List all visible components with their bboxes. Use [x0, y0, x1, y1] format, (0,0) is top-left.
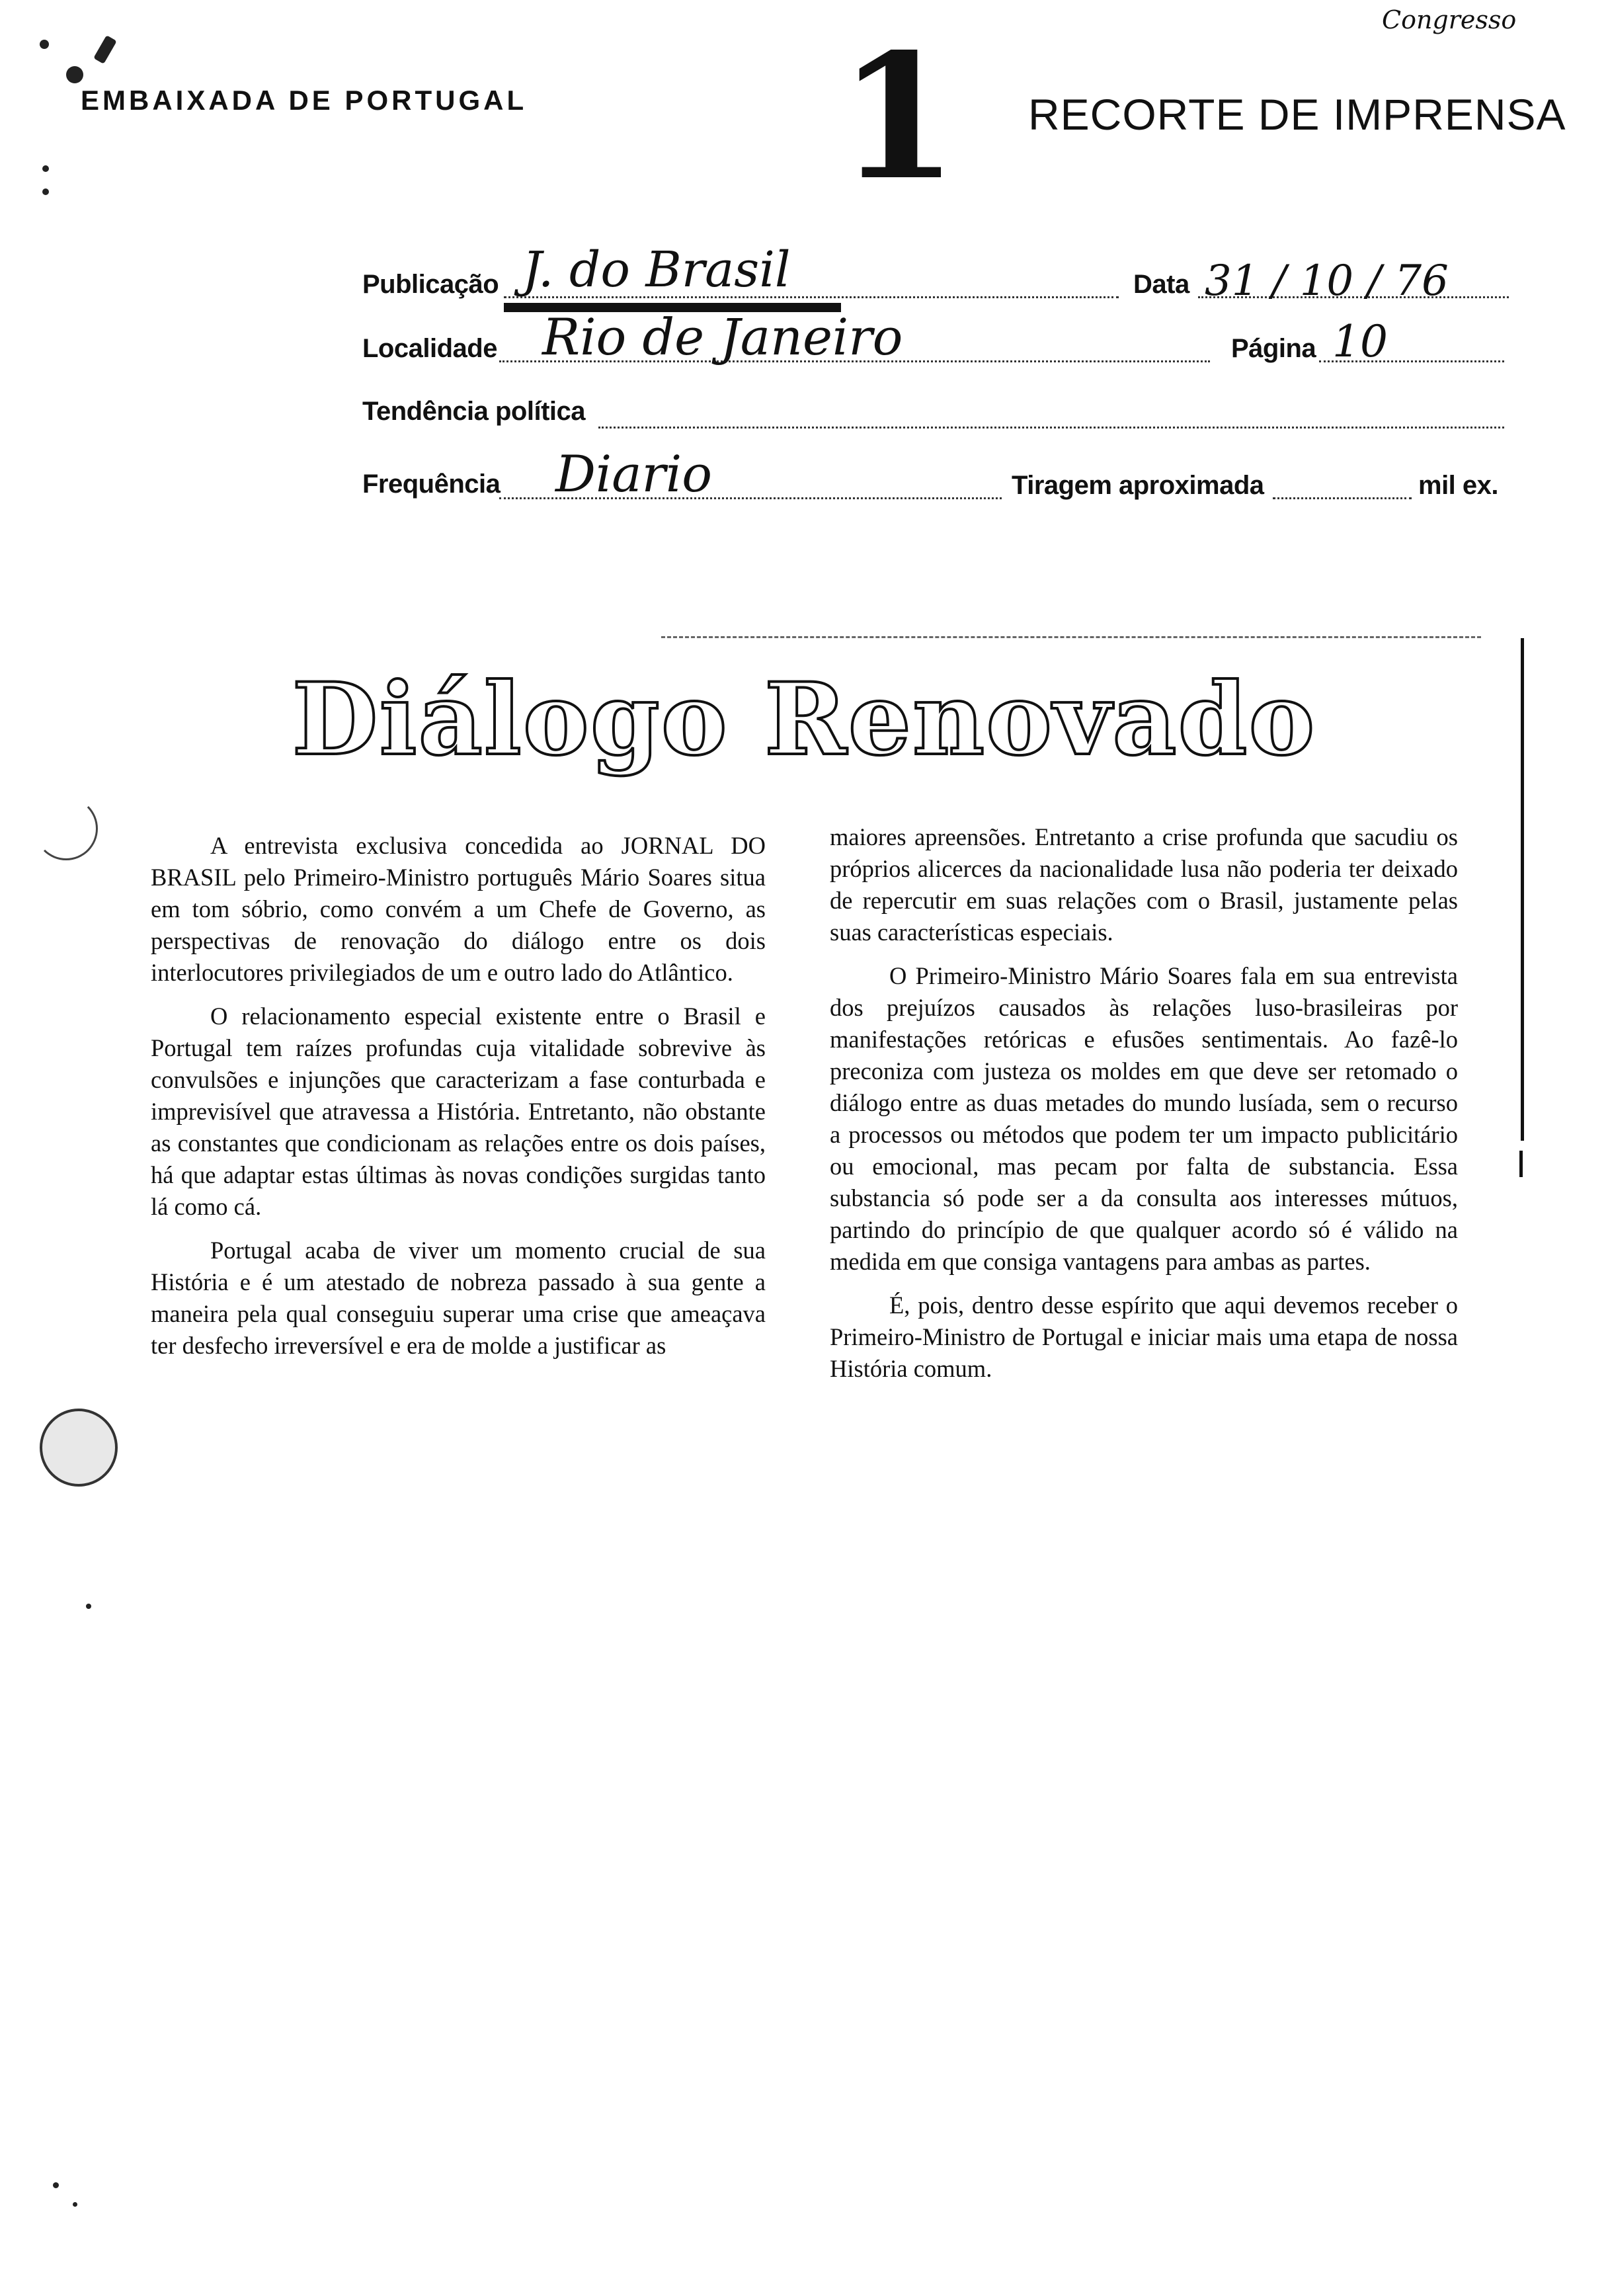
tendencia-line — [598, 427, 1504, 429]
clipping-top-edge — [661, 636, 1481, 638]
tiragem-unit: mil ex. — [1418, 471, 1499, 500]
article-paragraph: Portugal acaba de viver um momento crucial de sua História e é um atestado de nobreza passado à sua gente a maneira pela qual conseguiu superar uma crise que ameaçava ter desfecho irreversível e era de molde a justificar as — [151, 1237, 766, 1359]
pagina-label: Página — [1231, 334, 1316, 363]
scan-speck — [42, 188, 49, 195]
pagina-value: 10 — [1332, 316, 1388, 367]
scan-speck — [73, 2202, 77, 2207]
publicacao-value: J. do Brasil — [522, 241, 791, 298]
tiragem-line — [1273, 497, 1412, 499]
frequencia-label: Frequência — [362, 470, 501, 499]
punch-hole — [40, 1409, 118, 1487]
article-left-column — [151, 830, 766, 1362]
article-paragraph: maiores apreensões. Entretanto a crise profunda que sacudiu os próprios alicerces da nacionalidade lusa não poderia ter deixado de repercutir em suas relações com o Brasil, justamente pelas suas características especiais. — [830, 823, 1458, 946]
article-paragraph: O relacionamento especial existente entre o Brasil e Portugal tem raízes profundas cuja vitalidade sobrevive às convulsões e injunções que caracterizam a fase conturbada e imprevisível que atravessa a História. Entretanto, não obstante as constantes que condicionam as relações entre os dois países, há que adaptar estas últimas às novas condições surgidas tanto lá como cá. — [151, 1003, 766, 1220]
tiragem-label: Tiragem aproximada — [1012, 471, 1264, 500]
scan-speck — [66, 66, 83, 83]
scan-speck — [53, 2182, 59, 2188]
punch-hole — [34, 797, 98, 860]
embassy-name: EMBAIXADA DE PORTUGAL — [81, 85, 528, 116]
article-paragraph: O Primeiro-Ministro Mário Soares fala em sua entrevista dos prejuízos causados às relações luso-brasileiras por manifestações retóricas e efusões sentimentais. Ao fazê-lo preconiza com justeza os moldes em que deve ser retomado o diálogo entre as duas metades do mundo lusíada, sem o recurso a processos ou métodos que podem ter um impacto publicitário ou emocional, mas pecam por falta de substancia. Essa substancia só pode ser a da consulta aos interesses mútuos, partindo do princípio de que qualquer acordo só é válido na medida em que consiga vantagens para ambas as partes. — [830, 962, 1458, 1275]
article-title: Diálogo Renovado — [292, 661, 1316, 778]
scan-speck — [93, 35, 117, 64]
publicacao-label: Publicação — [362, 270, 499, 299]
corner-handwritten-note: Congresso — [1382, 5, 1517, 34]
tendencia-label: Tendência política — [362, 397, 585, 426]
article-paragraph: É, pois, dentro desse espírito que aqui devemos receber o Primeiro-Ministro de Portugal e iniciar mais uma etapa de nossa História comum. — [830, 1292, 1458, 1382]
scan-speck — [40, 40, 49, 49]
article-right-column — [830, 821, 1458, 1385]
article-paragraph: A entrevista exclusiva concedida ao JORNAL DO BRASIL pelo Primeiro-Ministro português Mário Soares situa em tom sóbrio, como convém a um Chefe de Governo, as perspectivas de renovação do diálogo entre os dois interlocutores privilegiados de um e outro lado do Atlântico. — [151, 832, 766, 986]
frequencia-value: Diario — [555, 444, 712, 503]
clipping-number: 1 — [838, 17, 958, 218]
data-value: 31 / 10 / 76 — [1205, 257, 1449, 306]
scan-speck — [42, 165, 49, 172]
localidade-label: Localidade — [362, 334, 497, 363]
clipping-title: RECORTE DE IMPRENSA — [1028, 90, 1566, 139]
clipping-right-edge-mark — [1519, 1151, 1523, 1177]
data-label: Data — [1133, 270, 1189, 299]
localidade-value: Rio de Janeiro — [542, 308, 903, 366]
scan-speck — [86, 1604, 91, 1609]
